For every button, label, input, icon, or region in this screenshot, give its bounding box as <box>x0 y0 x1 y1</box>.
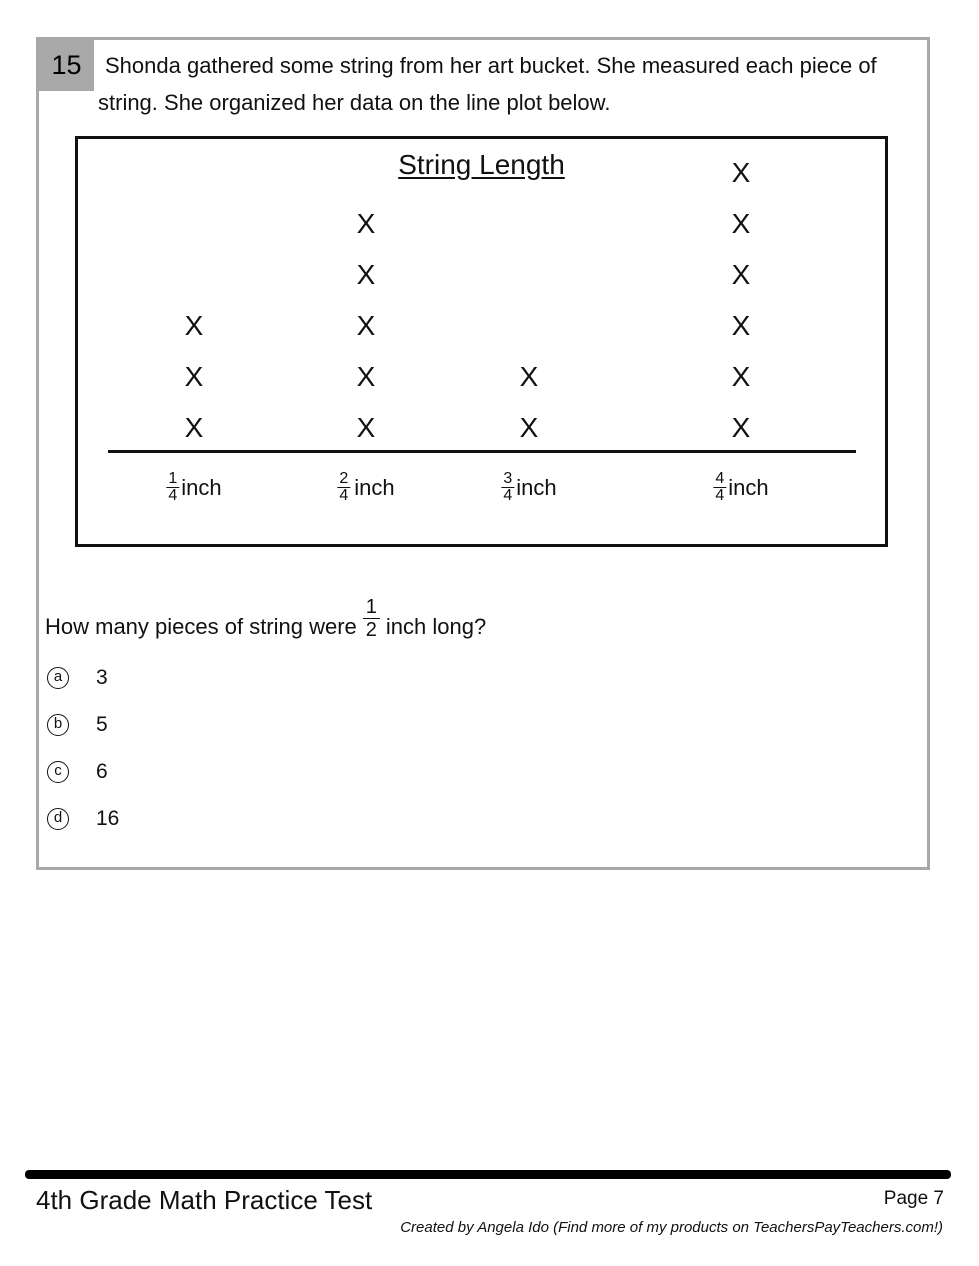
tick-denominator: 4 <box>168 487 178 504</box>
plot-mark-x: X <box>731 157 751 188</box>
choice-c-value: 6 <box>96 760 108 783</box>
tick-fraction <box>713 472 726 503</box>
plot-mark-x: X <box>731 361 751 392</box>
tick-unit: inch <box>181 474 222 500</box>
tick-denominator: 4 <box>715 487 725 504</box>
tick-numerator: 3 <box>503 470 513 487</box>
question-fraction <box>363 597 380 640</box>
plot-mark-x: X <box>184 412 204 443</box>
footer-credit: Created by Angela Ido (Find more of my products on TeachersPayTeachers.com!) <box>400 1219 943 1236</box>
choice-d-bubble[interactable]: d <box>47 808 69 830</box>
question-prompt: Shonda gathered some string from her art bucket. She measured each piece of string. She organized her data on the line plot below. <box>98 53 877 115</box>
question-text-end: inch long? <box>385 614 487 639</box>
tick-fraction <box>501 472 514 503</box>
tick-unit: inch <box>728 474 769 500</box>
question-denominator: 2 <box>365 619 377 641</box>
plot-mark-x: X <box>731 259 751 290</box>
choice-a-bubble[interactable]: a <box>47 667 69 689</box>
tick-numerator: 4 <box>715 470 725 487</box>
plot-mark-x: X <box>731 412 751 443</box>
plot-mark-x: X <box>519 361 539 392</box>
line-plot <box>75 136 888 547</box>
choice-b-bubble[interactable]: b <box>47 714 69 736</box>
choice-d[interactable] <box>47 807 119 831</box>
plot-mark-x: X <box>519 412 539 443</box>
question-number: 15 <box>39 40 94 91</box>
plot-mark-x: X <box>356 412 376 443</box>
footer-title: 4th Grade Math Practice Test <box>36 1185 373 1215</box>
choice-c-bubble[interactable]: c <box>47 761 69 783</box>
tick-unit: inch <box>354 474 395 500</box>
plot-mark-x: X <box>356 259 376 290</box>
choice-b-value: 5 <box>96 713 108 736</box>
tick-fraction <box>166 472 179 503</box>
footer-divider <box>25 1170 951 1179</box>
tick-denominator: 4 <box>503 487 513 504</box>
tick-label-2 <box>337 472 394 503</box>
plot-mark-x: X <box>731 208 751 239</box>
plot-title: String Length <box>398 149 565 180</box>
tick-fraction <box>337 472 350 503</box>
choice-b[interactable] <box>47 713 108 737</box>
tick-numerator: 1 <box>168 470 178 487</box>
choice-a[interactable] <box>47 666 108 690</box>
tick-label-1 <box>166 472 221 503</box>
question-numerator: 1 <box>363 597 380 619</box>
plot-mark-x: X <box>184 361 204 392</box>
plot-mark-x: X <box>356 310 376 341</box>
choice-a-value: 3 <box>96 666 108 689</box>
tick-numerator: 2 <box>339 470 349 487</box>
question-text-start: How many pieces of string were <box>45 614 357 639</box>
choice-d-value: 16 <box>96 807 120 830</box>
plot-mark-x: X <box>356 361 376 392</box>
tick-unit: inch <box>516 474 557 500</box>
question-card <box>36 37 930 870</box>
question-text <box>45 597 486 640</box>
tick-label-3 <box>501 472 556 503</box>
tick-label-4 <box>713 472 768 503</box>
choice-c[interactable] <box>47 760 108 784</box>
page-number: Page 7 <box>883 1188 944 1209</box>
tick-denominator: 4 <box>339 487 349 504</box>
plot-mark-x: X <box>184 310 204 341</box>
plot-mark-x: X <box>356 208 376 239</box>
number-line <box>108 450 856 453</box>
plot-mark-x: X <box>731 310 751 341</box>
